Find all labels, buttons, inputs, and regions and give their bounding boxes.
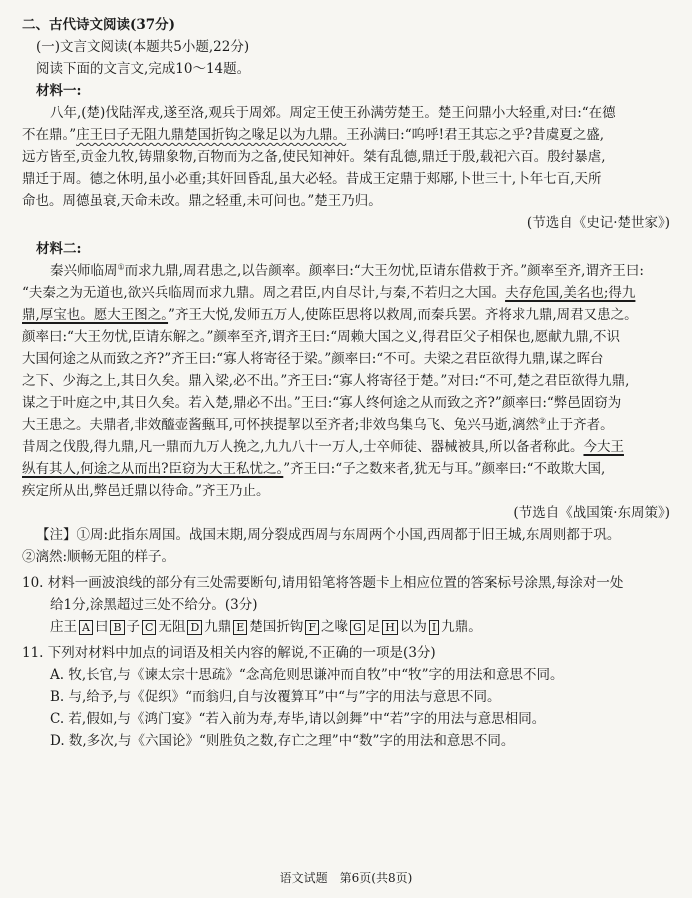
footnote-marker: ② (538, 416, 547, 426)
answer-box[interactable]: I (429, 620, 439, 635)
material1-line: 命也。周德虽衰,天命未改。鼎之轻重,未可问也。”楚王乃归。 (22, 193, 382, 209)
answer-box[interactable]: E (233, 620, 247, 635)
material2-line: 大国何途之从而致之齐?”齐王曰:“寡人将寄径于梁。”颜率曰:“不可。夫梁之君臣欲得九鼎,谋之晖台 (22, 351, 604, 367)
answer-box[interactable]: D (187, 620, 202, 635)
answer-box[interactable]: B (110, 620, 124, 635)
material1-source: (节选自《史记·楚世家》) (526, 215, 670, 231)
question-11-option-c[interactable]: C. 若,假如,与《鸿门宴》“若入前为寿,寿毕,请以剑舞”中“若”字的用法与意思相同。 (50, 711, 546, 727)
note-line: ②漓然:顺畅无阻的样子。 (22, 549, 176, 565)
answer-box[interactable]: F (305, 620, 319, 635)
answer-box[interactable]: G (350, 620, 365, 635)
instruction: 阅读下面的文言文,完成10～14题。 (36, 61, 251, 77)
material2-line: 纵有其人,何途之从而出?臣窃为大王私忧之。”齐王曰:“子之数来者,犹无与耳。”颜率曰:“不敢欺大国, (22, 461, 606, 477)
section-title: 二、古代诗文阅读(37分) (22, 17, 176, 33)
underlined-sentence: 鼎,厚宝也。愿大王图之。 (22, 307, 169, 323)
subsection-title: (一)文言文阅读(本题共5小题,22分) (36, 39, 250, 55)
wavy-underline-passage: 庄王曰子无阻九鼎楚国折钩之喙足以为九鼎。 (76, 127, 347, 143)
answer-box[interactable]: H (382, 620, 398, 635)
question-10-answer-line: 庄王 A 曰 B 子 C 无阻 D 九鼎 E 楚国折钩 F 之喙 G 足 H 以为 I 九鼎。 (50, 619, 482, 635)
underlined-sentence: 纵有其人,何途之从而出?臣窃为大王私忧之。 (22, 461, 284, 477)
answer-box[interactable]: A (79, 620, 93, 635)
footnote-marker: ① (117, 262, 125, 272)
material2-line: 鼎,厚宝也。愿大王图之。”齐王大悦,发师五万人,使陈臣思将以救周,而秦兵罢。齐将求九鼎,周君又患之。 (22, 307, 638, 323)
material2-line: 疾定所从出,弊邑迁鼎以待命。”齐王乃止。 (22, 483, 270, 499)
material2-line: 之下、少海之上,其日久矣。鼎入梁,必不出。”齐王曰:“寡人将寄径于楚。”对曰:“不可,楚之君臣欲得九鼎, (22, 373, 630, 389)
material1-label: 材料一: (36, 83, 82, 99)
material2-line: 秦兴师临周①而求九鼎,周君患之,以告颜率。颜率曰:“大王勿忧,臣请东借救于齐。”颜率至齐,谓齐王曰: (50, 262, 644, 279)
question-10-stem: 给1分,涂黑超过三处不给分。(3分) (50, 597, 258, 613)
material1-line: 远方皆至,贡金九牧,铸鼎象物,百物而为之备,使民知神奸。桀有乱德,鼎迁于殷,载祀六百。殷纣暴虐, (22, 149, 606, 165)
question-11-option-b[interactable]: B. 与,给予,与《促织》“而翁归,自与汝覆算耳”中“与”字的用法与意思不同。 (50, 689, 501, 705)
material1-line: 不在鼎。”庄王曰子无阻九鼎楚国折钩之喙足以为九鼎。王孙满曰:“呜呼!君王其忘之乎?昔虞夏之盛, (22, 127, 605, 143)
question-11-stem: 11. 下列对材料中加点的词语及相关内容的解说,不正确的一项是(3分) (22, 645, 436, 661)
answer-box[interactable]: C (142, 620, 156, 635)
underlined-sentence: 夫存危国,美名也;得九 (505, 285, 636, 301)
material1-line: 八年,(楚)伐陆浑戎,遂至洛,观兵于周郊。周定王使王孙满劳楚王。楚王问鼎小大轻重,对曰:“在德 (50, 105, 616, 121)
material1-line: 鼎迁于周。德之休明,虽小必重;其奸回昏乱,虽大必轻。昔成王定鼎于郏鄏,卜世三十,卜年七百,天所 (22, 171, 602, 187)
question-10-stem: 10. 材料一画波浪线的部分有三处需要断句,请用铅笔将答题卡上相应位置的答案标号涂黑,每涂对一处 (22, 575, 624, 591)
underlined-sentence: 今大王 (583, 439, 624, 455)
material2-line: “夫秦之为无道也,欲兴兵临周而求九鼎。周之君臣,内自尽计,与秦,不若归之大国。夫存危国,美名也;得九 (22, 285, 636, 301)
material2-source: (节选自《战国策·东周策》) (513, 505, 670, 521)
page-footer: 语文试题 第6页(共8页) (279, 871, 413, 885)
material2-line: 颜率曰:“大王勿忧,臣请东解之。”颜率至齐,谓齐王曰:“周赖大国之义,得君臣父子相保也,愿献九鼎,不识 (22, 329, 621, 345)
material2-line: 昔周之伐殷,得九鼎,凡一鼎而九万人挽之,九九八十一万人,士卒师徒、器械被具,所以备者称此。今大王 (22, 439, 624, 455)
question-11-option-d[interactable]: D. 数,多次,与《六国论》“则胜负之数,存亡之理”中“数”字的用法和意思不同。 (50, 733, 515, 749)
material2-line: 大王患之。夫鼎者,非效醯壶酱甀耳,可怀挟提挈以至齐者;非效鸟集乌飞、兔兴马逝,漓然②止于齐者。 (22, 416, 614, 433)
question-11-option-a[interactable]: A. 牧,长官,与《谏太宗十思疏》“念高危则思谦冲而自牧”中“牧”字的用法和意思不同。 (50, 667, 564, 683)
material2-line: 谋之于叶庭之中,其日久矣。若入楚,鼎必不出。”王曰:“寡人终何途之从而致之齐?”颜率曰:“弊邑固窃为 (22, 395, 622, 411)
note-line: 【注】①周:此指东周国。战国末期,周分裂成西周与东周两个小国,西周都于旧王城,东周则都于巩。 (36, 527, 621, 543)
material2-label: 材料二: (36, 241, 82, 257)
